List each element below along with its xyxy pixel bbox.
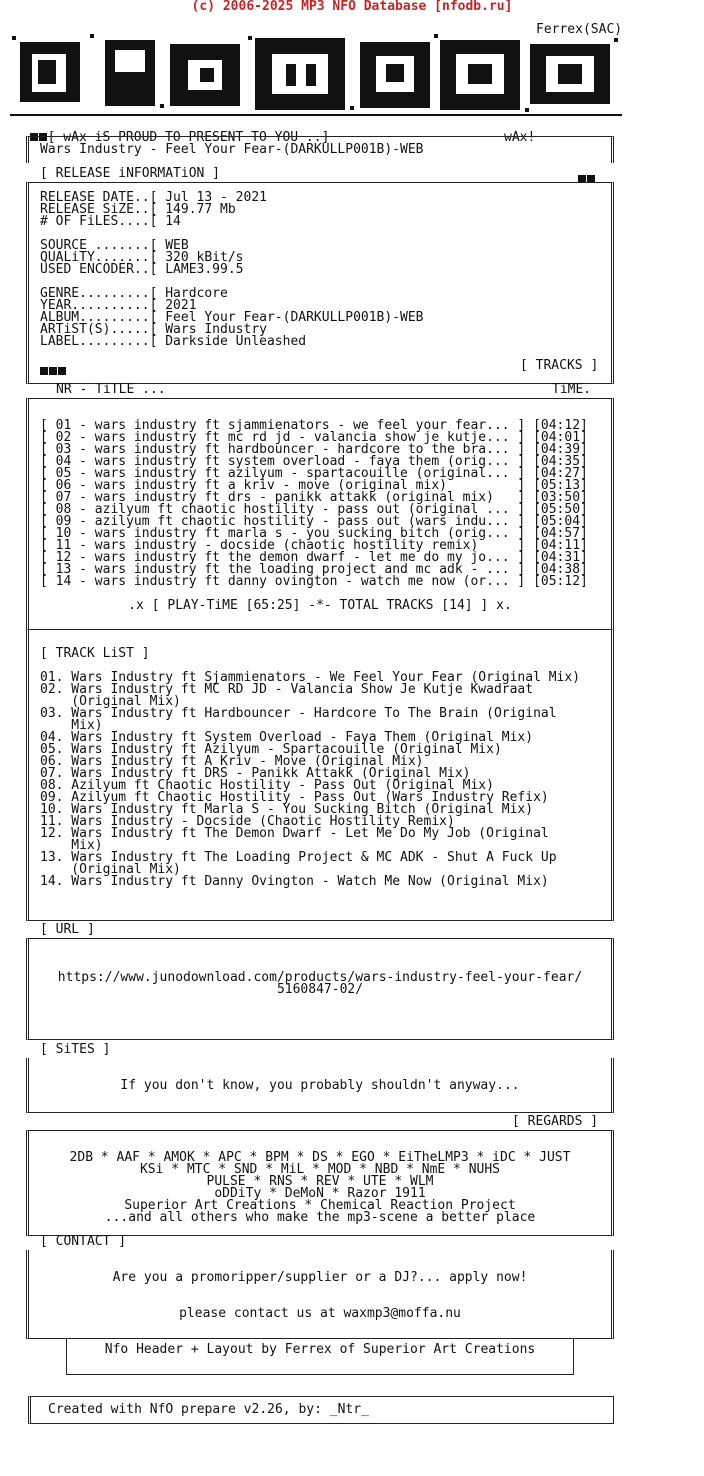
track-row: [ 04 - wars industry ft system overload - faya them (orig... ] [04:35] (40, 454, 588, 469)
tracks-list (40, 420, 606, 588)
release-info-row: RELEASE DATE..[ Jul 13 - 2021 (40, 190, 267, 205)
track-list-row: 02. Wars Industry ft MC RD JD - Valancia Show Je Kutje Kwadraat (40, 682, 534, 697)
regards-label: [ REGARDS ] (512, 1114, 599, 1129)
track-list (40, 672, 606, 888)
track-list-row: (Original Mix) (40, 862, 181, 877)
release-info-list (40, 192, 606, 348)
regards-line: ...and all others who make the mp3-scene a better place (104, 1210, 536, 1225)
track-row: [ 12 - wars industry ft the demon dwarf - let me do my jo... ] [04:31] (40, 550, 588, 565)
track-list-row: Mix) (40, 718, 103, 733)
release-info-row: RELEASE SiZE..[ 149.77 Mb (40, 202, 236, 217)
track-list-row: 11. Wars Industry - Docside (Chaotic Hostility Remix) (40, 814, 455, 829)
track-list-row: 05. Wars Industry ft Azilyum - Spartacouille (Original Mix) (40, 742, 502, 757)
release-info-row: ARTiST(S).....[ Wars Industry (40, 322, 267, 337)
track-row: [ 11 - wars industry - docside (chaotic hostility remix) ] [04:11] (40, 538, 588, 553)
release-info-row: LABEL.........[ Darkside Unleashed (40, 334, 307, 349)
url-label: [ URL ] (40, 922, 95, 937)
sites-label: [ SiTES ] (40, 1042, 111, 1057)
contact-box (26, 1250, 614, 1339)
tracks-label: [ TRACKS ] (520, 358, 599, 373)
track-row: [ 07 - wars industry ft drs - panikk attakk (original mix) ] [03:50] (40, 490, 588, 505)
tracks-header-right: TiME. (552, 382, 592, 397)
track-list-row: 01. Wars Industry ft Sjammienators - We Feel Your Fear (Original Mix) (40, 670, 581, 685)
release-info-row: SOURCE .......[ WEB (40, 238, 189, 253)
release-info-label: [ RELEASE iNFORMATiON ] (40, 166, 221, 181)
track-list-row: 13. Wars Industry ft The Loading Project & MC ADK - Shut A Fuck Up (40, 850, 557, 865)
track-list-row: 04. Wars Industry ft System Overload - Faya Them (Original Mix) (40, 730, 534, 745)
track-list-row: Mix) (40, 838, 103, 853)
regards-line: 2DB * AAF * AMOK * APC * BPM * DS * EGO * EiTheLMP3 * iDC * JUST (69, 1150, 571, 1165)
track-list-row: 07. Wars Industry ft DRS - Panikk Attakk (Original Mix) (40, 766, 471, 781)
ferrex-tag: Ferrex(SAC) (536, 22, 623, 37)
regards-line: oDDiTy * DeMoN * Razor 1911 (214, 1186, 426, 1201)
track-row: [ 08 - azilyum ft chaotic hostility - pass out (original ... ] [05:50] (40, 502, 588, 517)
release-info-row: USED ENCODER..[ LAME3.99.5 (40, 262, 244, 277)
release-info-row: YEAR..........[ 2021 (40, 298, 197, 313)
track-list-row: 10. Wars Industry ft Marla S - You Sucking Bitch (Original Mix) (40, 802, 534, 817)
track-list-row: (Original Mix) (40, 694, 181, 709)
release-info-row: GENRE.........[ Hardcore (40, 286, 228, 301)
track-row: [ 14 - wars industry ft danny ovington - watch me now (or... ] [05:12] (40, 574, 588, 589)
track-row: [ 06 - wars industry ft a kriv - move (original mix) ] [05:13] (40, 478, 588, 493)
track-list-row: 12. Wars Industry ft The Demon Dwarf - Let Me Do My Job (Original (40, 826, 549, 841)
track-row: [ 02 - wars industry ft mc rd jd - valancia show je kutje... ] [04:01] (40, 430, 588, 445)
track-list-row: 09. Azilyum ft Chaotic Hostility - Pass Out (Wars Industry Refix) (40, 790, 549, 805)
wax-small-tag: wAx! (504, 130, 536, 145)
url-link-line2[interactable]: 5160847-02/ (276, 982, 364, 997)
layout-credit: Nfo Header + Layout by Ferrex of Superior Art Creations (104, 1342, 536, 1357)
section-marker-icon (40, 360, 67, 379)
track-list-row: 14. Wars Industry ft Danny Ovington - Watch Me Now (Original Mix) (40, 874, 549, 889)
regards-line: KSi * MTC * SND * MiL * MOD * NBD * NmE * NUHS (139, 1162, 501, 1177)
present-line: [ wAx iS PROUD TO PRESENT TO YOU ..] (47, 130, 330, 145)
track-row: [ 03 - wars industry ft hardbouncer - hardcore to the bra... ] [04:39] (40, 442, 588, 457)
sites-text: If you don't know, you probably shouldn't anyway... (120, 1078, 520, 1093)
track-list-row: 08. Azilyum ft Chaotic Hostility - Pass Out (Original Mix) (40, 778, 494, 793)
track-row: [ 09 - azilyum ft chaotic hostility - pass out (wars indu... ] [05:04] (40, 514, 588, 529)
wax-ascii-logo (10, 34, 622, 122)
release-title: Wars Industry - Feel Your Fear-(DARKULLP001B)-WEB (40, 142, 424, 157)
track-list-label: [ TRACK LiST ] (40, 646, 150, 661)
regards-line: Superior Art Creations * Chemical Reaction Project (124, 1198, 516, 1213)
track-row: [ 10 - wars industry ft marla s - you sucking bitch (orig... ] [04:57] (40, 526, 588, 541)
playtime-line: .x [ PLAY-TiME [65:25] -*- TOTAL TRACKS [14] ] x. (128, 598, 512, 613)
track-list-row: 03. Wars Industry ft Hardbouncer - Hardcore To The Brain (Original (40, 706, 557, 721)
release-info-row: QUALiTY.......[ 320 kBit/s (40, 250, 244, 265)
release-info-row: ALBUM.........[ Feel Your Fear-(DARKULLP001B)-WEB (40, 310, 424, 325)
track-row: [ 01 - wars industry ft sjammienators - we feel your fear... ] [04:12] (40, 418, 588, 433)
contact-email-line[interactable]: please contact us at waxmp3@moffa.nu (179, 1306, 461, 1321)
created-with: Created with NfO prepare v2.26, by: _Ntr_ (48, 1402, 369, 1417)
track-row: [ 13 - wars industry ft the loading project and mc adk - ... ] [04:38] (40, 562, 588, 577)
url-link-line1[interactable]: https://www.junodownload.com/products/wars-industry-feel-your-fear/ (57, 970, 583, 985)
release-info-row: # OF FiLES....[ 14 (40, 214, 181, 229)
track-row: [ 05 - wars industry ft azilyum - spartacouille (original... ] [04:27] (40, 466, 588, 481)
nfodb-credit: (c) 2006-2025 MP3 NFO Database [nfodb.ru] (191, 0, 513, 14)
contact-line1: Are you a promoripper/supplier or a DJ?... apply now! (112, 1270, 528, 1285)
regards-list (26, 1152, 614, 1224)
track-list-row: 06. Wars Industry ft A Kriv - Move (Original Mix) (40, 754, 424, 769)
contact-label: [ CONTACT ] (40, 1234, 127, 1249)
tracks-header-left: NR - TiTLE ... (56, 382, 166, 397)
regards-line: PULSE * RNS * REV * UTE * WLM (206, 1174, 434, 1189)
